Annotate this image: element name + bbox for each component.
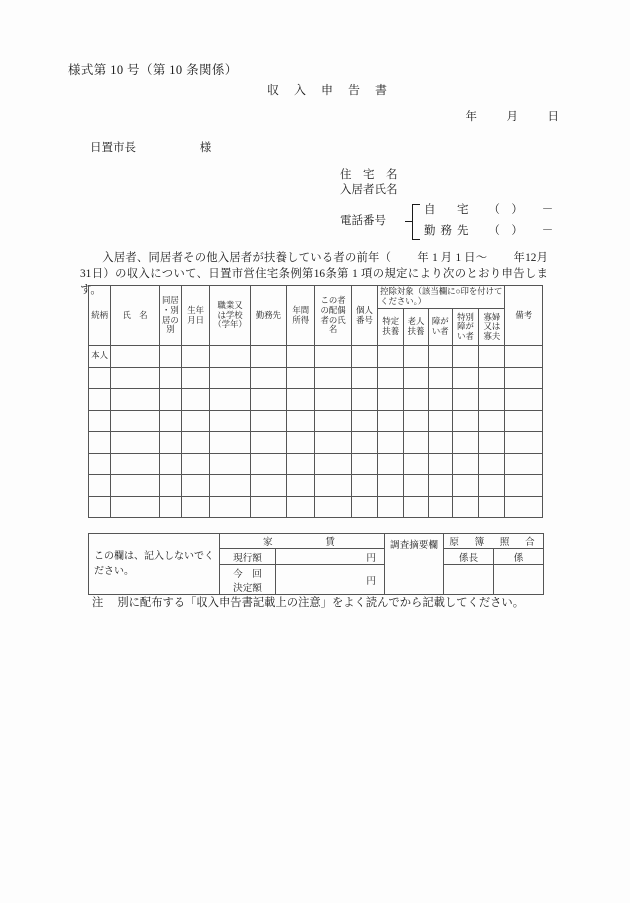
form-number: 様式第 10 号（第 10 条関係）: [68, 63, 238, 77]
table-cell[interactable]: [315, 367, 351, 389]
table-cell[interactable]: [287, 475, 315, 497]
addressee-office: 日置市長: [90, 142, 136, 154]
table-cell[interactable]: [479, 367, 505, 389]
table-cell[interactable]: [479, 432, 505, 454]
col-elderly-dependent: [404, 309, 428, 346]
table-cell[interactable]: [182, 410, 210, 432]
table-cell[interactable]: [505, 389, 543, 411]
table-cell[interactable]: [428, 410, 452, 432]
table-cell[interactable]: [315, 432, 351, 454]
table-cell[interactable]: [182, 496, 210, 518]
col-widow-widower: [479, 309, 505, 346]
phone-home-area: （ ）: [488, 204, 523, 216]
col-special-dependent-label: 特定 扶養: [382, 317, 400, 336]
col-workplace-label: 勤務先: [255, 310, 281, 320]
table-cell[interactable]: [404, 410, 428, 432]
table-cell[interactable]: [428, 475, 452, 497]
table-cell[interactable]: [210, 496, 250, 518]
table-cell[interactable]: [452, 389, 478, 411]
col-spouse-name-label: この者 の配偶 者の氏 名: [320, 296, 346, 335]
table-cell[interactable]: [315, 496, 351, 518]
col-elderly-dependent-label: 老人 扶養: [407, 317, 425, 336]
statement-line1-mid: 年 1 月 1 日～: [417, 252, 488, 264]
table-cell[interactable]: [452, 367, 478, 389]
table-row: [89, 346, 543, 368]
table-cell[interactable]: [428, 432, 452, 454]
chief-label: 係長: [444, 549, 494, 565]
applicant-block: [340, 168, 554, 239]
do-not-fill-note: この欄は、記入しないでください。: [89, 534, 220, 595]
col-disabled-label: 障が い者: [431, 317, 449, 336]
clerk-label: 係: [494, 549, 544, 565]
table-cell[interactable]: [89, 475, 111, 497]
table-cell[interactable]: [428, 496, 452, 518]
table-cell[interactable]: [351, 496, 377, 518]
table-cell[interactable]: [315, 346, 351, 368]
table-cell[interactable]: [111, 475, 160, 497]
col-workplace: [250, 286, 286, 346]
table-cell[interactable]: [210, 346, 250, 368]
col-occupation: [210, 286, 250, 346]
table-cell[interactable]: [378, 432, 404, 454]
table-cell[interactable]: [351, 453, 377, 475]
col-annual-income-label: 年間 所得: [292, 305, 310, 325]
table-cell[interactable]: [505, 496, 543, 518]
col-birthdate-label: 生年 月日: [187, 305, 205, 325]
table-cell[interactable]: [505, 410, 543, 432]
table-cell[interactable]: [159, 367, 181, 389]
table-cell[interactable]: [287, 367, 315, 389]
phone-work-dash: －: [541, 225, 554, 237]
col-name-label: 氏 名: [122, 310, 148, 320]
footer-note: [92, 594, 524, 610]
table-cell[interactable]: [89, 389, 111, 411]
table-cell[interactable]: [404, 432, 428, 454]
table-cell[interactable]: [111, 346, 160, 368]
cell-relation-self: 本人: [89, 346, 111, 368]
new-rent-label: [220, 565, 276, 595]
table-cell[interactable]: [89, 453, 111, 475]
col-relation: [89, 286, 111, 346]
col-special-dependent: [378, 309, 404, 346]
survey-summary-cell[interactable]: [385, 534, 444, 595]
col-severely-disabled: [452, 309, 478, 346]
phone-block: [340, 203, 554, 239]
table-cell[interactable]: [428, 453, 452, 475]
table-cell[interactable]: [159, 432, 181, 454]
col-disabled: [428, 309, 452, 346]
table-cell[interactable]: [479, 496, 505, 518]
table-cell[interactable]: [287, 432, 315, 454]
phone-home-label: 自 宅: [424, 204, 474, 216]
current-rent-value[interactable]: [276, 549, 385, 565]
chief-stamp-box[interactable]: [444, 565, 494, 595]
table-cell[interactable]: [89, 367, 111, 389]
table-cell[interactable]: [111, 389, 160, 411]
col-name: [111, 286, 160, 346]
col-occupation-label: 職業又 は学校 （学年）: [213, 301, 247, 330]
main-table-header-row-1: [89, 286, 543, 309]
table-cell[interactable]: [111, 367, 160, 389]
table-cell[interactable]: [287, 346, 315, 368]
new-rent-value[interactable]: [276, 565, 385, 595]
table-cell[interactable]: [287, 496, 315, 518]
table-cell[interactable]: [428, 389, 452, 411]
table-cell[interactable]: [210, 432, 250, 454]
statement-line2: ）の収入について、日置市営住宅条例第16条第 1 項の規定により次のとおり申告します。: [80, 268, 548, 296]
table-cell[interactable]: [111, 496, 160, 518]
table-cell[interactable]: [404, 475, 428, 497]
table-cell[interactable]: [378, 389, 404, 411]
table-cell[interactable]: [250, 432, 286, 454]
table-cell[interactable]: [452, 453, 478, 475]
table-cell[interactable]: [351, 367, 377, 389]
col-cohabit-label: 同居 ・別 居の 別: [162, 296, 179, 335]
new-rent-unit: 円: [366, 575, 376, 587]
col-birthdate: [182, 286, 210, 346]
table-cell[interactable]: [404, 496, 428, 518]
table-row: [89, 453, 543, 475]
table-cell[interactable]: [378, 453, 404, 475]
table-cell[interactable]: [479, 389, 505, 411]
phone-work-row: [424, 224, 553, 239]
survey-summary-label: 調査摘要欄: [390, 540, 438, 551]
table-cell[interactable]: [378, 346, 404, 368]
table-cell[interactable]: [479, 453, 505, 475]
table-cell[interactable]: [159, 346, 181, 368]
table-row: [89, 475, 543, 497]
table-row: [89, 389, 543, 411]
table-cell[interactable]: [159, 475, 181, 497]
table-cell[interactable]: [159, 453, 181, 475]
col-widow-widower-label: 寡婦 又は 寡夫: [483, 312, 501, 341]
clerk-stamp-box[interactable]: [494, 565, 544, 595]
addressee-line: [90, 139, 211, 155]
table-cell[interactable]: [479, 346, 505, 368]
addressee-honorific: 様: [199, 142, 212, 154]
office-row-1: [89, 534, 544, 549]
table-cell[interactable]: [287, 453, 315, 475]
footer-note-text: 別に配布する「収入申告書記載上の注意」をよく読んでから記載してください。: [117, 597, 525, 609]
table-cell[interactable]: [505, 346, 543, 368]
table-cell[interactable]: [210, 389, 250, 411]
col-personal-number: [351, 286, 377, 346]
table-cell[interactable]: [111, 432, 160, 454]
new-rent-label-text: 今 回 決定額: [233, 568, 262, 594]
table-cell[interactable]: [250, 410, 286, 432]
col-severely-disabled-label: 特別 障が い者: [457, 312, 474, 341]
current-rent-label: 現行額: [220, 549, 276, 565]
table-cell[interactable]: [315, 453, 351, 475]
table-cell[interactable]: [210, 475, 250, 497]
main-table-head: [89, 286, 543, 346]
table-cell[interactable]: [287, 410, 315, 432]
table-cell[interactable]: [250, 389, 286, 411]
col-spouse-name: [315, 286, 351, 346]
table-cell[interactable]: [182, 453, 210, 475]
table-cell[interactable]: [111, 410, 160, 432]
table-cell[interactable]: [452, 346, 478, 368]
table-cell[interactable]: [182, 367, 210, 389]
table-cell[interactable]: [182, 432, 210, 454]
table-cell[interactable]: [159, 389, 181, 411]
table-cell[interactable]: [250, 453, 286, 475]
table-row: [89, 367, 543, 389]
table-cell[interactable]: [479, 410, 505, 432]
table-cell[interactable]: [159, 410, 181, 432]
table-row: [89, 496, 543, 518]
table-cell[interactable]: [505, 367, 543, 389]
col-annual-income: [287, 286, 315, 346]
table-cell[interactable]: [351, 475, 377, 497]
phone-home-dash: －: [541, 204, 554, 216]
table-cell[interactable]: [210, 367, 250, 389]
table-row: [89, 432, 543, 454]
rent-header: 家 賃: [220, 534, 385, 549]
dwelling-name-label: 住 宅 名: [340, 169, 398, 181]
table-cell[interactable]: [378, 367, 404, 389]
document-title: 収 入 申 告 書: [266, 83, 393, 97]
col-relation-label: 続柄: [91, 310, 108, 320]
table-cell[interactable]: [182, 389, 210, 411]
table-cell[interactable]: [505, 432, 543, 454]
table-cell[interactable]: [505, 475, 543, 497]
table-cell[interactable]: [404, 453, 428, 475]
office-use-table: [88, 533, 544, 595]
table-cell[interactable]: [378, 410, 404, 432]
phone-label: 電話番号: [340, 215, 386, 227]
table-cell[interactable]: [210, 410, 250, 432]
ledger-header: 原 簿 照 合: [444, 534, 544, 549]
footer-note-mark: 注: [92, 597, 104, 609]
table-cell[interactable]: [351, 389, 377, 411]
col-cohabit: [159, 286, 181, 346]
col-deduction-group: 控除対象（該当欄に○印を付けてください。）: [378, 286, 505, 309]
table-cell[interactable]: [404, 367, 428, 389]
table-cell[interactable]: [404, 346, 428, 368]
table-cell[interactable]: [452, 475, 478, 497]
table-cell[interactable]: [250, 367, 286, 389]
table-cell[interactable]: [428, 346, 452, 368]
col-personal-number-label: 個人 番号: [356, 305, 373, 325]
table-cell[interactable]: [89, 432, 111, 454]
table-cell[interactable]: [351, 346, 377, 368]
table-cell[interactable]: [378, 496, 404, 518]
income-declaration-table: [88, 285, 543, 518]
table-cell[interactable]: [111, 453, 160, 475]
current-rent-unit: 円: [366, 552, 376, 564]
table-cell[interactable]: [315, 410, 351, 432]
table-cell[interactable]: [89, 496, 111, 518]
table-cell[interactable]: [182, 346, 210, 368]
phone-work-label: 勤務先: [424, 225, 474, 237]
table-cell[interactable]: [250, 475, 286, 497]
statement-line1-suffix: 年12月31日: [80, 252, 548, 280]
date-line: 年 月 日: [465, 111, 568, 123]
col-remarks-label: 備考: [515, 310, 533, 320]
table-cell[interactable]: [287, 389, 315, 411]
table-cell[interactable]: [210, 453, 250, 475]
table-cell[interactable]: [315, 475, 351, 497]
table-row: [89, 410, 543, 432]
table-cell[interactable]: [182, 475, 210, 497]
phone-work-area: （ ）: [488, 225, 523, 237]
table-cell[interactable]: [452, 496, 478, 518]
col-remarks: [505, 286, 543, 346]
table-cell[interactable]: [479, 475, 505, 497]
main-table-body: [89, 346, 543, 518]
table-cell[interactable]: [315, 389, 351, 411]
phone-brace: [412, 204, 420, 240]
table-cell[interactable]: [452, 410, 478, 432]
table-cell[interactable]: [428, 367, 452, 389]
table-cell[interactable]: [378, 475, 404, 497]
table-cell[interactable]: [351, 410, 377, 432]
table-cell[interactable]: [159, 496, 181, 518]
table-cell[interactable]: [250, 346, 286, 368]
resident-name-label: 入居者氏名: [340, 184, 398, 196]
table-cell[interactable]: [89, 410, 111, 432]
table-cell[interactable]: [351, 432, 377, 454]
statement-line1-prefix: 入居者、同居者その他入居者が扶養している者の前年（: [102, 252, 392, 264]
table-cell[interactable]: [505, 453, 543, 475]
table-cell[interactable]: [452, 432, 478, 454]
table-cell[interactable]: [404, 389, 428, 411]
phone-home-row: [424, 203, 553, 218]
table-cell[interactable]: [250, 496, 286, 518]
